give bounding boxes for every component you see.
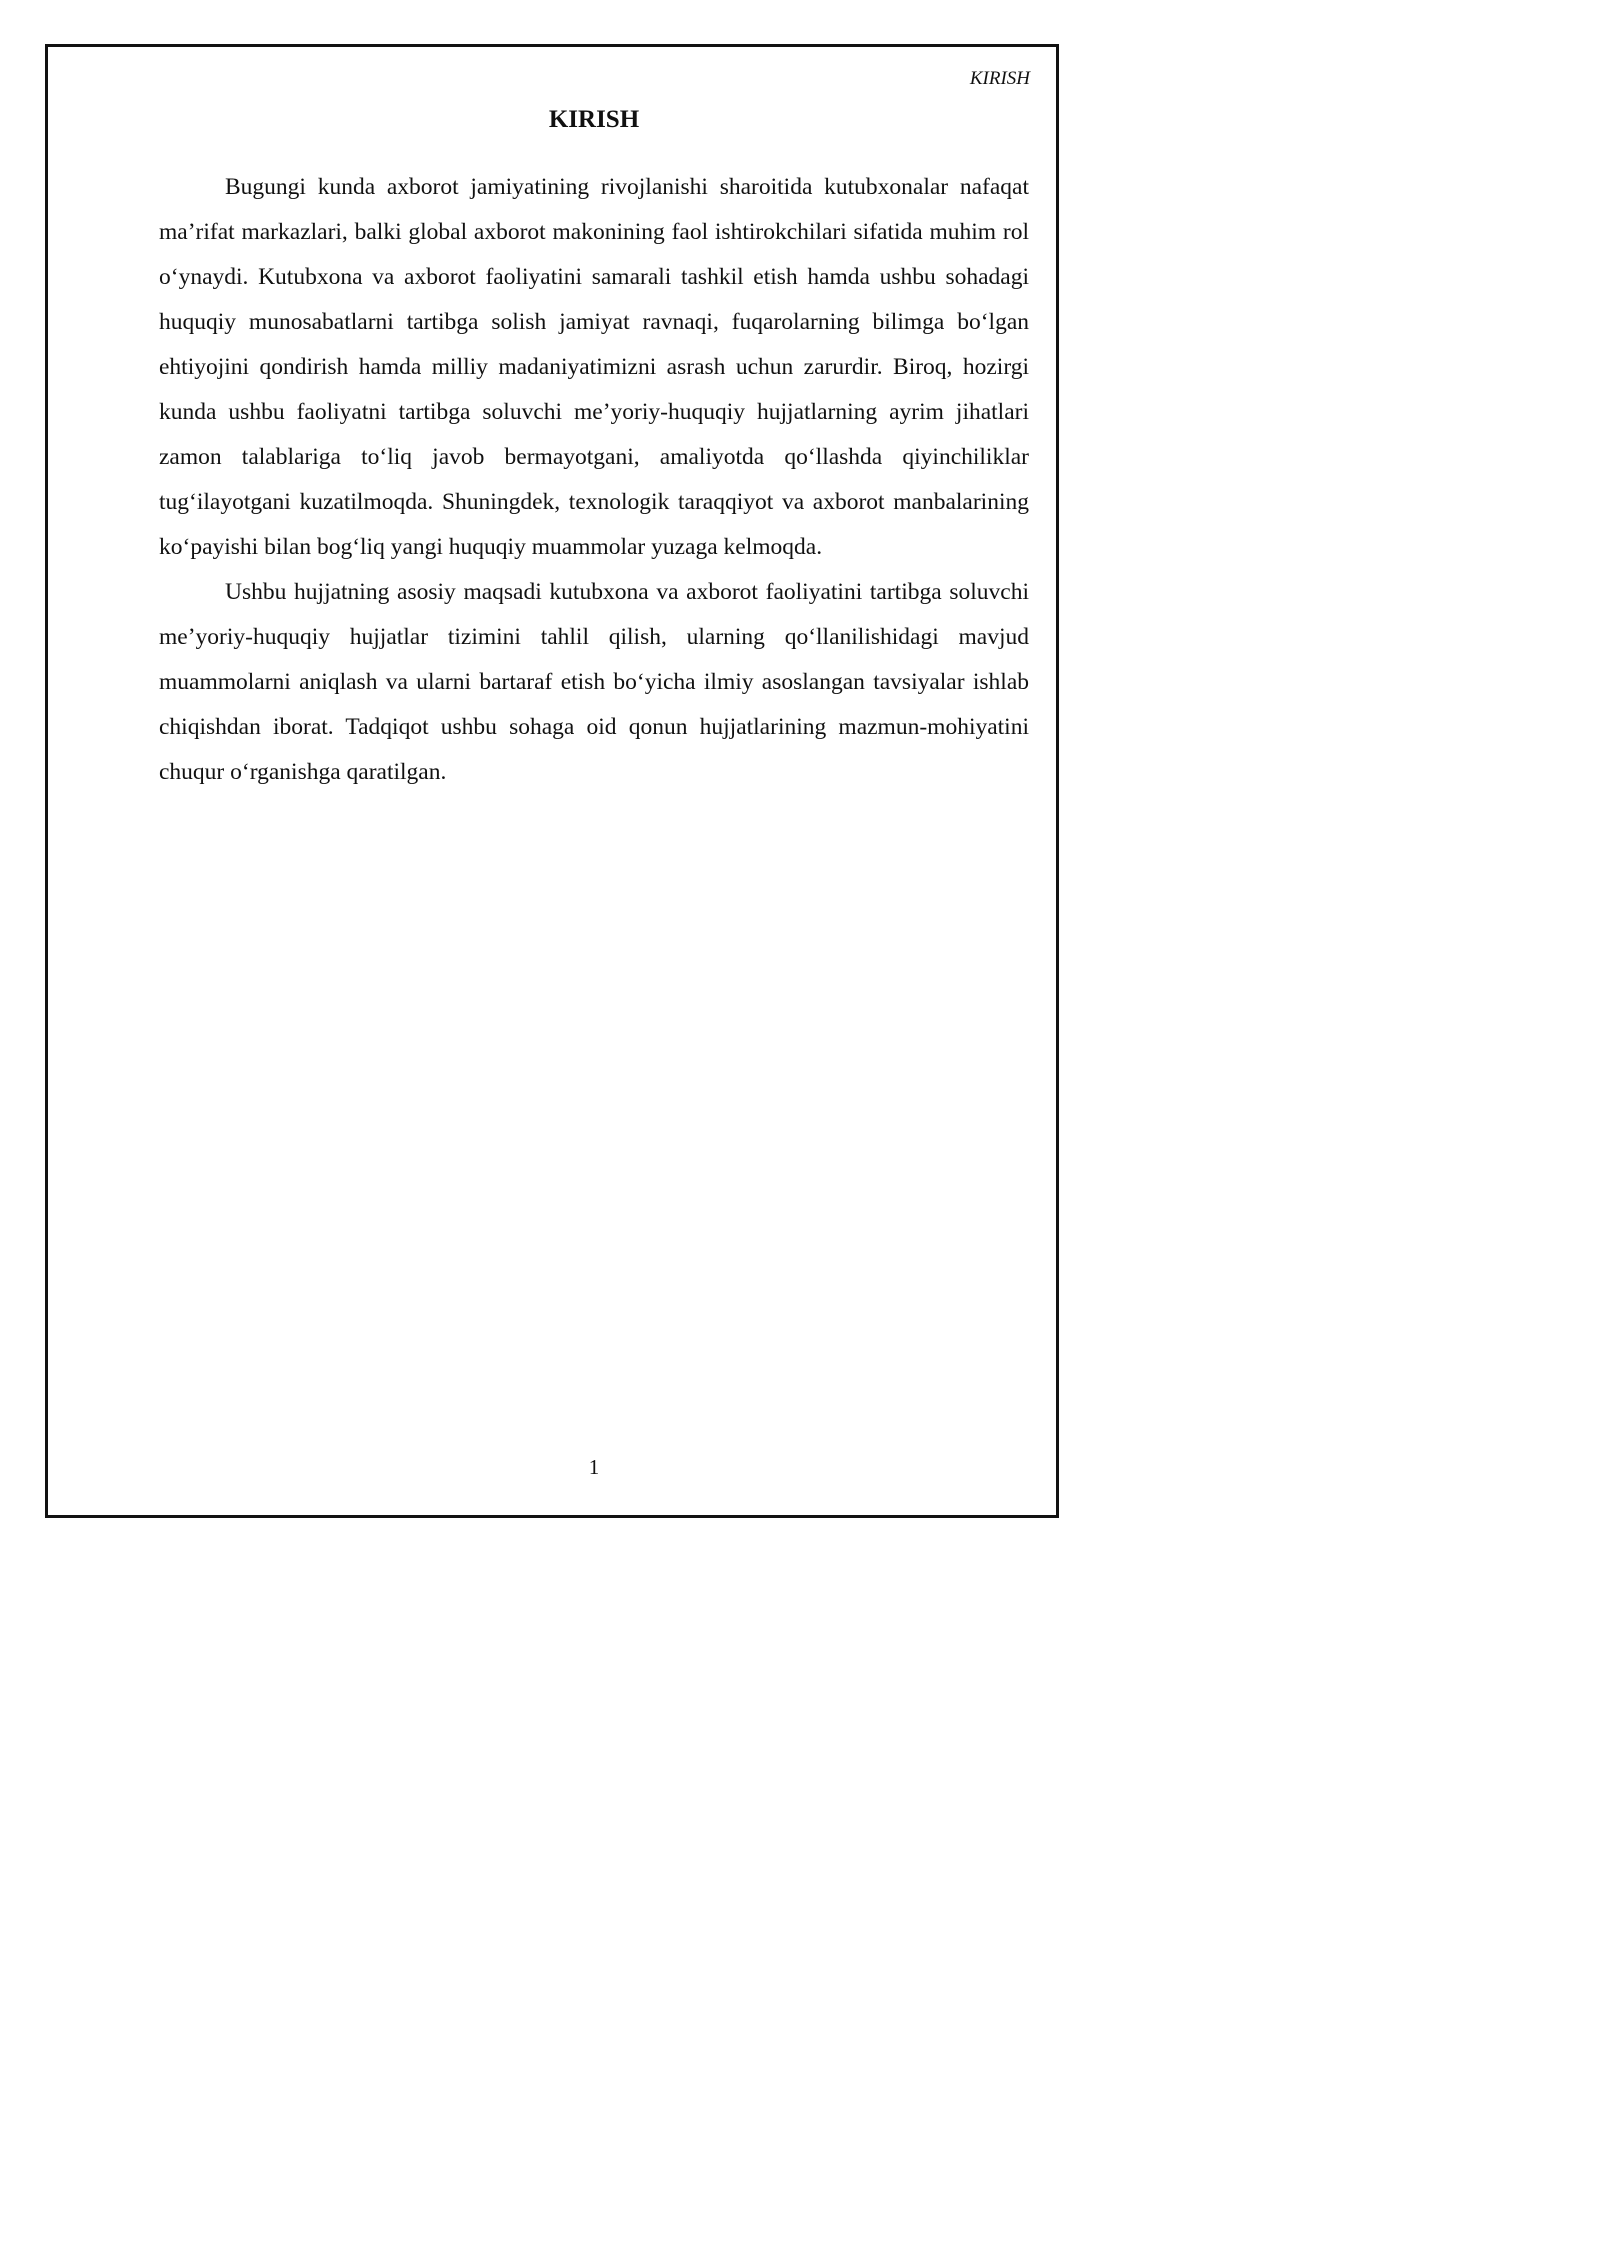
paragraph-intro: Bugungi kunda axborot jamiyatining rivojlanishi sharoitida kutubxonalar nafaqat ma’rifat markazlari, balki global axborot makonining faol ishtirokchilari sifatida muhim rol o‘ynaydi. Kutubxona va axborot faoliyatini samarali tashkil etish hamda ushbu sohadagi huquqiy munosabatlarni tartibga solish jamiyat ravnaqi, fuqarolarning bilimga bo‘lgan ehtiyojini qondirish hamda milliy madaniyatimizni asrash uchun zarurdir. Biroq, hozirgi kunda ushbu faoliyatni tartibga soluvchi me’yoriy-huquqiy hujjatlarning ayrim jihatlari zamon talablariga to‘liq javob bermayotgani, amaliyotda qo‘llashda qiyinchiliklar tug‘ilayotgani kuzatilmoqda. Shuningdek, texnologik taraqqiyot va axborot manbalarining ko‘payishi bilan bog‘liq yangi huquqiy muammolar yuzaga kelmoqda. (159, 174, 1029, 560)
page-title: KIRISH (548, 106, 640, 133)
paragraph-purpose: Ushbu hujjatning asosiy maqsadi kutubxona va axborot faoliyatini tartibga soluvchi me’yoriy-huquqiy hujjatlar tizimini tahlil qilish, ularning qo‘llanilishidagi mavjud muammolarni aniqlash va ularni bartaraf etish bo‘yicha ilmiy asoslangan tavsiyalar ishlab chiqishdan iborat. Tadqiqot ushbu sohaga oid qonun hujjatlarining mazmun-mohiyatini chuqur o‘rganishga qaratilgan. (159, 579, 1029, 785)
page-number: 1 (588, 1455, 600, 1479)
running-header: KIRISH (969, 68, 1030, 89)
document-body (159, 165, 1029, 795)
